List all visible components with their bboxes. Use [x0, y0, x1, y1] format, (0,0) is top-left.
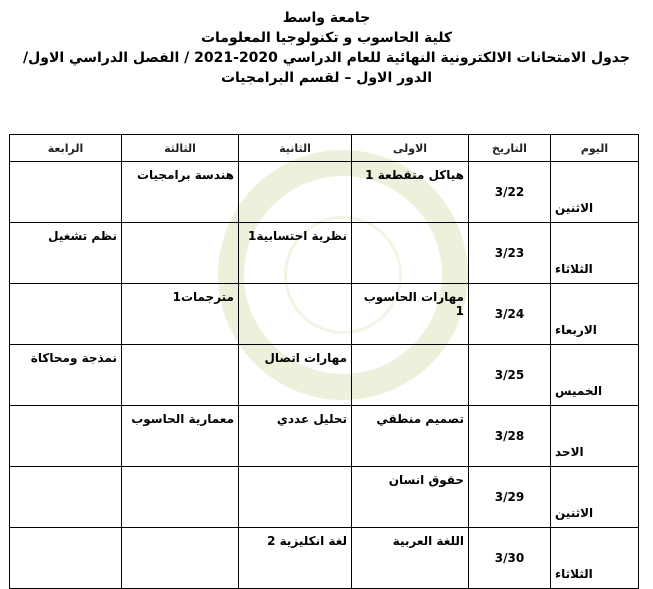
day-cell: الاثنين [551, 162, 639, 223]
fourth-exam-cell [10, 467, 122, 528]
fourth-exam-cell [10, 528, 122, 589]
fourth-exam-cell [10, 406, 122, 467]
third-exam-cell: هندسة برامجيات [122, 162, 239, 223]
date-cell: 3/28 [469, 406, 551, 467]
first-exam-cell: مهارات الحاسوب 1 [352, 284, 469, 345]
third-exam-cell: مترجمات1 [122, 284, 239, 345]
second-exam-cell: مهارات اتصال [239, 345, 352, 406]
table-row [10, 223, 639, 284]
department-line: الدور الاول – لقسم البرامجيات [220, 70, 433, 86]
day-cell: الخميس [551, 345, 639, 406]
col-header-date: التاريخ [469, 135, 551, 162]
col-header-fourth: الرابعة [10, 135, 122, 162]
second-exam-cell: نظرية احتسابية1 [239, 223, 352, 284]
third-exam-cell [122, 223, 239, 284]
schedule-title: جدول الامتحانات الالكترونية النهائية للعام الدراسي 2020-2021 / الفصل الدراسي الاول/ [23, 50, 630, 66]
fourth-exam-cell: نمذجة ومحاكاة [10, 345, 122, 406]
second-exam-cell: تحليل عددي [239, 406, 352, 467]
table-row [10, 284, 639, 345]
college-name: كلية الحاسوب و تكنولوجيا المعلومات [200, 30, 453, 46]
second-exam-cell [239, 467, 352, 528]
third-exam-cell [122, 467, 239, 528]
day-cell: الاحد [551, 406, 639, 467]
fourth-exam-cell [10, 284, 122, 345]
third-exam-cell [122, 528, 239, 589]
day-cell: الثلاثاء [551, 223, 639, 284]
date-cell: 3/22 [469, 162, 551, 223]
col-header-day: اليوم [551, 135, 639, 162]
date-cell: 3/29 [469, 467, 551, 528]
date-cell: 3/30 [469, 528, 551, 589]
first-exam-cell: تصميم منطقي [352, 406, 469, 467]
table-row [10, 528, 639, 589]
date-cell: 3/23 [469, 223, 551, 284]
third-exam-cell [122, 345, 239, 406]
day-cell: الاربعاء [551, 284, 639, 345]
second-exam-cell [239, 284, 352, 345]
first-exam-cell: هياكل متقطعة 1 [352, 162, 469, 223]
table-row [10, 467, 639, 528]
date-cell: 3/25 [469, 345, 551, 406]
table-row [10, 406, 639, 467]
third-exam-cell: معمارية الحاسوب [122, 406, 239, 467]
second-exam-cell: لغة انكليزية 2 [239, 528, 352, 589]
first-exam-cell: حقوق انسان [352, 467, 469, 528]
col-header-third: الثالثة [122, 135, 239, 162]
exam-schedule-table [9, 134, 639, 589]
day-cell: الاثنين [551, 467, 639, 528]
university-name: جامعة واسط [282, 10, 371, 26]
day-cell: الثلاثاء [551, 528, 639, 589]
first-exam-cell [352, 223, 469, 284]
first-exam-cell [352, 345, 469, 406]
col-header-second: الثانية [239, 135, 352, 162]
fourth-exam-cell [10, 162, 122, 223]
table-row [10, 345, 639, 406]
document-header [0, 8, 653, 88]
table-header-row [10, 135, 639, 162]
fourth-exam-cell: نظم تشغيل [10, 223, 122, 284]
second-exam-cell [239, 162, 352, 223]
col-header-first: الاولى [352, 135, 469, 162]
first-exam-cell: اللغة العربية [352, 528, 469, 589]
date-cell: 3/24 [469, 284, 551, 345]
table-row [10, 162, 639, 223]
